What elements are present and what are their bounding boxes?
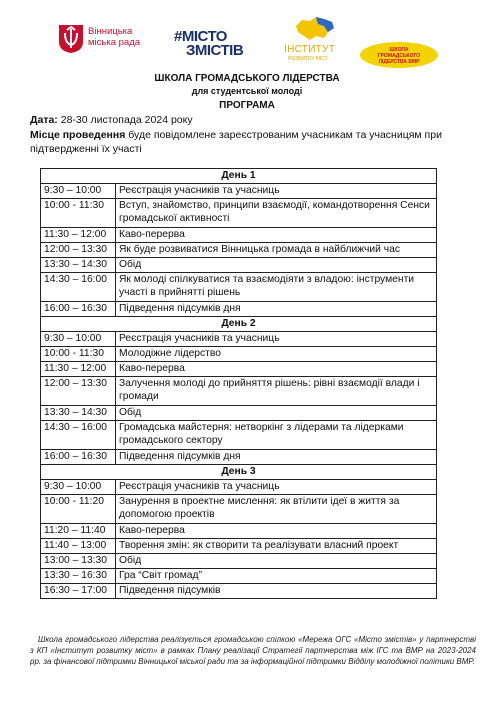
footer-note: Школа громадського лідерства реалізується громадською спілкою «Мережа ОГС «Місто змістів» у партнерстві з КП «Інститут розвитку міст» в рамках Плану реалізації Стратегії партнерства між ІГС та ВМР на 2023-2024 рр. за фінансової підтримки Вінницької міської ради та за інформаційної підтримки Відділу молодіжної політики ВМР. — [30, 635, 476, 666]
time-cell: 12:00 – 13:30 — [41, 377, 116, 406]
activity-cell: Громадська майстерня: нетворкінг з лідерами та лідерками громадського сектору — [116, 421, 437, 450]
activity-cell: Каво-перерва — [116, 362, 437, 377]
time-cell: 9:30 – 10:00 — [41, 184, 116, 199]
day-title: День 3 — [41, 465, 437, 480]
document-subtitle: для студентської молоді — [191, 86, 303, 96]
logo-bar — [0, 14, 494, 64]
time-cell: 11:30 – 12:00 — [41, 362, 116, 377]
place-label: Місце проведення — [30, 129, 126, 141]
activity-cell: Творення змін: як створити та реалізувати власний проект — [116, 539, 437, 554]
vinnytsia-council-logo — [58, 24, 178, 60]
shkola-logo-line3: ЛІДЕРСТВА ВМР — [378, 59, 420, 65]
time-cell: 10:00 - 11:30 — [41, 199, 116, 228]
activity-cell: Реєстрація учасників та учасниць — [116, 332, 437, 347]
time-cell: 13:30 – 16:30 — [41, 569, 116, 584]
activity-cell: Підведення підсумків дня — [116, 302, 437, 317]
day-title: День 1 — [41, 169, 437, 184]
coat-of-arms-icon — [58, 24, 84, 54]
instytut-logo-line2: РОЗВИТКУ МІСТ — [288, 56, 328, 62]
schedule-row — [41, 406, 437, 421]
misto-zmistiv-logo — [174, 28, 264, 58]
date-value: 28-30 листопада 2024 року — [57, 114, 193, 126]
shkola-logo — [360, 42, 440, 72]
schedule-row — [41, 184, 437, 199]
schedule-row — [41, 495, 437, 524]
schedule-row — [41, 377, 437, 406]
schedule-row — [41, 199, 437, 228]
ukraine-map-icon — [294, 14, 336, 44]
misto-logo-line1: #МІСТО — [174, 28, 227, 45]
vinnytsia-logo-line1: Вінницька — [88, 26, 133, 37]
schedule-row — [41, 584, 437, 599]
day-header-row — [41, 169, 437, 184]
activity-cell: Обід — [116, 258, 437, 273]
time-cell: 11:40 – 13:00 — [41, 539, 116, 554]
schedule-row — [41, 228, 437, 243]
time-cell: 9:30 – 10:00 — [41, 332, 116, 347]
activity-cell: Підведення підсумків — [116, 584, 437, 599]
time-cell: 16:30 – 17:00 — [41, 584, 116, 599]
schedule-row — [41, 332, 437, 347]
program-heading: ПРОГРАМА — [219, 100, 275, 111]
event-date — [30, 113, 470, 127]
time-cell: 10:00 - 11:20 — [41, 495, 116, 524]
time-cell: 9:30 – 10:00 — [41, 480, 116, 495]
activity-cell: Підведення підсумків дня — [116, 450, 437, 465]
schedule-row — [41, 480, 437, 495]
shkola-logo-line2: ГРОМАДСЬКОГО — [377, 53, 421, 59]
shkola-logo-line1: ШКОЛА — [389, 47, 409, 53]
time-cell: 13:00 – 13:30 — [41, 554, 116, 569]
activity-cell: Реєстрація учасників та учасниць — [116, 184, 437, 199]
schedule-row — [41, 347, 437, 362]
date-label: Дата: — [30, 114, 58, 126]
schedule-row — [41, 273, 437, 302]
activity-cell: Вступ, знайомство, принципи взаємодії, командотворення Сенси громадської активності — [116, 199, 437, 228]
schedule-row — [41, 258, 437, 273]
time-cell: 14:30 – 16:00 — [41, 421, 116, 450]
activity-cell: Обід — [116, 554, 437, 569]
event-place — [30, 128, 470, 156]
day-header-row — [41, 317, 437, 332]
schedule-row — [41, 450, 437, 465]
document-title: ШКОЛА ГРОМАДСЬКОГО ЛІДЕРСТВА — [154, 73, 340, 84]
activity-cell: Залучення молоді до прийняття рішень: рівні взаємодії влади і громади — [116, 377, 437, 406]
activity-cell: Занурення в проектне мислення: як втілити ідеї в життя за допомогою проектів — [116, 495, 437, 524]
schedule-row — [41, 554, 437, 569]
day-header-row — [41, 465, 437, 480]
activity-cell: Молодіжне лідерство — [116, 347, 437, 362]
time-cell: 13:30 – 14:30 — [41, 406, 116, 421]
schedule-row — [41, 569, 437, 584]
place-value: буде повідомлене зареєстрованим учасникам та учасницям при підтвердженні їх участі — [30, 129, 442, 155]
time-cell: 10:00 - 11:30 — [41, 347, 116, 362]
activity-cell: Обід — [116, 406, 437, 421]
time-cell: 11:20 – 11:40 — [41, 524, 116, 539]
instytut-logo-line1: ІНСТИТУТ — [284, 44, 336, 55]
vinnytsia-logo-line2: міська рада — [88, 37, 141, 48]
time-cell: 14:30 – 16:00 — [41, 273, 116, 302]
activity-cell: Каво-перерва — [116, 228, 437, 243]
schedule-row — [41, 243, 437, 258]
activity-cell: Реєстрація учасників та учасниць — [116, 480, 437, 495]
time-cell: 12:00 – 13:30 — [41, 243, 116, 258]
schedule-row — [41, 421, 437, 450]
schedule-row — [41, 362, 437, 377]
day-title: День 2 — [41, 317, 437, 332]
activity-cell: Як молоді спілкуватися та взаємодіяти з владою: інструменти участі в прийнятті рішень — [116, 273, 437, 302]
schedule-table — [40, 168, 437, 599]
activity-cell: Каво-перерва — [116, 524, 437, 539]
activity-cell: Як буде розвиватися Вінницька громада в найближчий час — [116, 243, 437, 258]
time-cell: 11:30 – 12:00 — [41, 228, 116, 243]
instytut-logo — [282, 14, 348, 64]
schedule-row — [41, 524, 437, 539]
time-cell: 16:00 – 16:30 — [41, 302, 116, 317]
schedule-row — [41, 302, 437, 317]
schedule-row — [41, 539, 437, 554]
misto-logo-line2: ЗМІСТІВ — [186, 42, 244, 59]
time-cell: 16:00 – 16:30 — [41, 450, 116, 465]
activity-cell: Гра “Світ громад” — [116, 569, 437, 584]
time-cell: 13:30 – 14:30 — [41, 258, 116, 273]
